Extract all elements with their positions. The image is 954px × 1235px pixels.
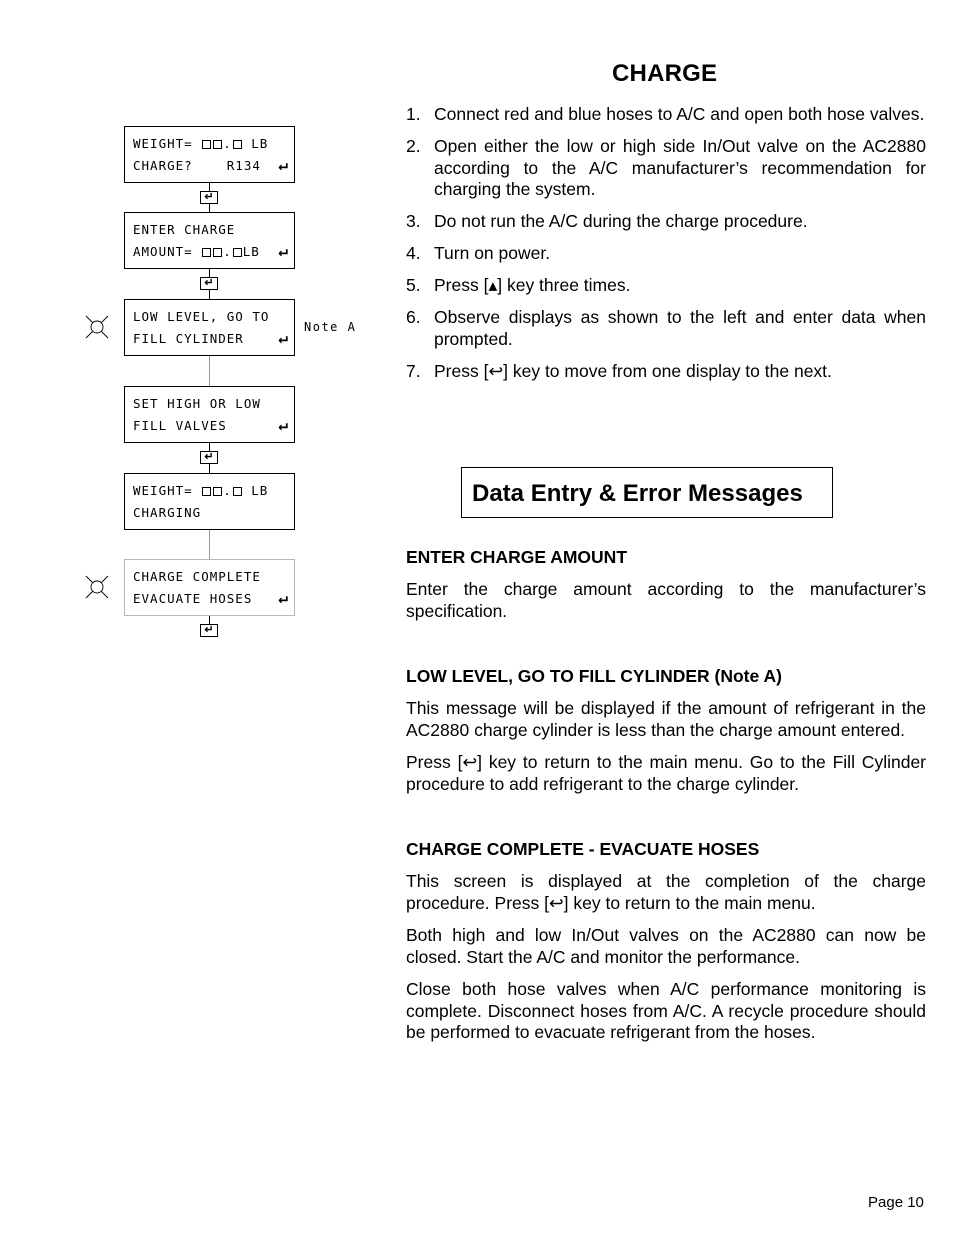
enter-icon: ↵ xyxy=(278,241,288,260)
step-item: 7. Press [↩] key to move from one display to the next. xyxy=(406,360,832,381)
step-item: 5. Press [▴] key three times. xyxy=(406,275,631,295)
charge-complete-text-1: This screen is displayed at the completion of the charge procedure. Press [↩] key to return to the main menu. xyxy=(406,871,926,913)
enter-key-icon: ↵ xyxy=(200,277,218,290)
enter-icon: ↵ xyxy=(278,155,288,174)
step-item: 6. Observe displays as shown to the left and enter data when prompted. xyxy=(406,307,926,349)
display-low-level: LOW LEVEL, GO TO FILL CYLINDER ↵ xyxy=(124,299,295,356)
enter-key-icon: ↵ xyxy=(200,191,218,204)
section-title: Data Entry & Error Messages xyxy=(472,480,803,507)
enter-charge-heading: ENTER CHARGE AMOUNT xyxy=(406,547,628,567)
step-item: 4. Turn on power. xyxy=(406,243,551,263)
note-a-label: Note A xyxy=(304,320,357,334)
low-level-heading: LOW LEVEL, GO TO FILL CYLINDER (Note A) xyxy=(406,666,782,686)
enter-icon: ↵ xyxy=(278,588,288,607)
display-charge-complete: CHARGE COMPLETE EVACUATE HOSES ↵ xyxy=(124,559,295,616)
step-item: 3. Do not run the A/C during the charge procedure. xyxy=(406,211,808,231)
step-item: 1. Connect red and blue hoses to A/C and open both hose valves. xyxy=(406,104,925,124)
charge-complete-text-3: Close both hose valves when A/C performance monitoring is complete. Disconnect hoses from A/C. A recycle procedure should be performed to evacuate refrigerant from the hoses. xyxy=(406,979,926,1042)
charge-complete-text-2: Both high and low In/Out valves on the AC2880 can now be closed. Start the A/C and monitor the performance. xyxy=(406,925,926,967)
display-set-valves: SET HIGH OR LOW FILL VALVES ↵ xyxy=(124,386,295,443)
low-level-text-1: This message will be displayed if the amount of refrigerant in the AC2880 charge cylinder is less than the charge amount entered. xyxy=(406,698,926,740)
section-title-box xyxy=(461,467,833,518)
display-charging: WEIGHT= . LB CHARGING xyxy=(124,473,295,530)
display-enter-charge: ENTER CHARGE AMOUNT= . LB ↵ xyxy=(124,212,295,269)
enter-charge-text: Enter the charge amount according to the manufacturer’s specification. xyxy=(406,579,926,621)
warning-lamp-icon xyxy=(85,575,109,599)
page-number: Page 10 xyxy=(868,1194,924,1211)
low-level-text-2: Press [↩] key to return to the main menu. Go to the Fill Cylinder procedure to add refrigerant to the charge cylinder. xyxy=(406,752,926,794)
charge-complete-heading: CHARGE COMPLETE - EVACUATE HOSES xyxy=(406,839,760,859)
display-weight-charge: WEIGHT= . LB CHARGE? R134 ↵ xyxy=(124,126,295,183)
enter-key-icon: ↵ xyxy=(200,451,218,464)
charge-steps xyxy=(406,104,926,393)
enter-icon: ↵ xyxy=(278,415,288,434)
page-title: CHARGE xyxy=(612,60,718,87)
enter-icon: ↵ xyxy=(278,328,288,347)
enter-key-icon: ↵ xyxy=(200,624,218,637)
warning-lamp-icon xyxy=(85,315,109,339)
step-item: 2. Open either the low or high side In/Out valve on the AC2880 according to the A/C manufacturer’s recommendation for charging the system. xyxy=(406,136,926,199)
